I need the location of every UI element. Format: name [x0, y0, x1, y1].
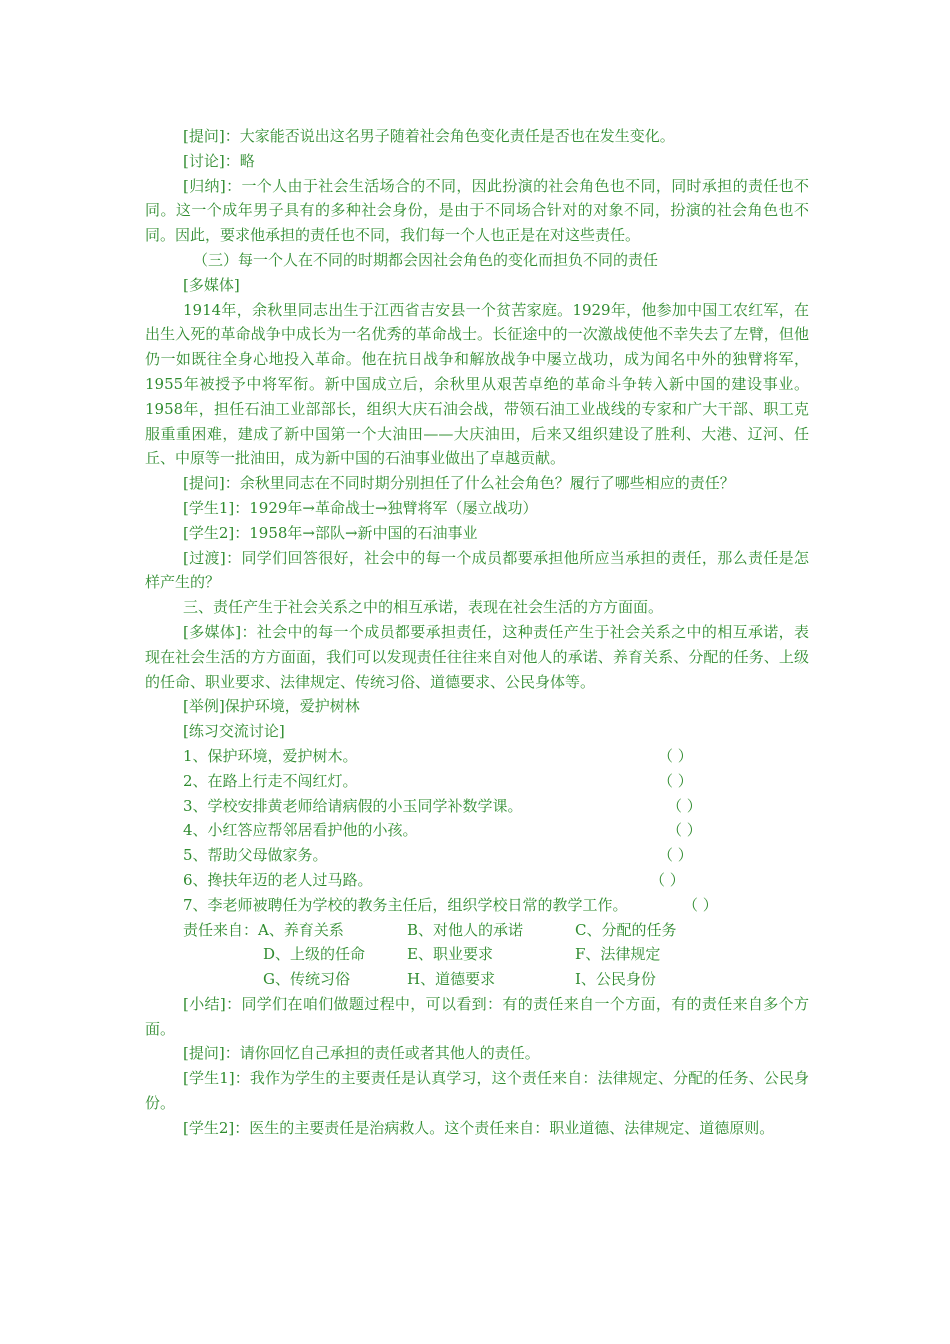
discussion-paragraph: [讨论]：略	[183, 151, 255, 170]
source-option: D、上级的任命	[263, 945, 366, 964]
multimedia-paragraph: [多媒体]：社会中的每一个成员都要承担责任，这种责任产生于社会关系之中的相互承诺，表现在社会生活的方方面面，我们可以发现责任往往来自对他人的承诺、养育关系、分配的任务、上级的任命、职业要求、法律规定、传统习俗、道德要求、公民身体等。	[145, 622, 809, 691]
conclusion-paragraph: [小结]：同学们在咱们做题过程中，可以看到：有的责任来自一个方面，有的责任来自多个方面。	[145, 994, 809, 1038]
source-option: B、对他人的承诺	[407, 920, 524, 939]
student-answer: [学生2]：1958年→部队→新中国的石油事业	[183, 523, 478, 542]
student-answer: [学生1]：1929年→革命战士→独臂将军（屡立战功）	[183, 498, 538, 517]
exercise-item	[145, 893, 809, 918]
source-row	[145, 967, 809, 992]
answer-blank: （ ）	[683, 895, 718, 914]
student-answer: [学生2]：医生的主要责任是治病救人。这个责任来自：职业道德、法律规定、道德原则。	[183, 1118, 775, 1137]
source-row	[145, 918, 809, 943]
exercise-item	[145, 744, 809, 769]
source-option: C、分配的任务	[575, 920, 677, 939]
question-paragraph: [提问]：大家能否说出这名男子随着社会角色变化责任是否也在发生变化。	[183, 127, 675, 145]
question-paragraph: [提问]：余秋里同志在不同时期分别担任了什么社会角色？履行了哪些相应的责任？	[183, 474, 735, 493]
example-paragraph: [举例]保护环境，爱护树林	[183, 697, 360, 716]
answer-blank: （ ）	[667, 796, 702, 815]
exercise-text: 3、学校安排黄老师给请病假的小玉同学补数学课。	[183, 796, 523, 815]
exercise-text: 2、在路上行走不闯红灯。	[183, 771, 358, 790]
answer-blank: （ ）	[658, 846, 693, 865]
document-body	[145, 124, 809, 1141]
source-option: A、养育关系	[258, 920, 344, 939]
exercise-item	[145, 769, 809, 794]
source-option: G、传统习俗	[263, 970, 350, 989]
exercise-heading: [练习交流讨论]	[183, 722, 285, 741]
source-row	[145, 942, 809, 967]
biography-paragraph: 1914年，余秋里同志出生于江西省吉安县一个贫苦家庭。1929年，他参加中国工农红军，在出生入死的革命战争中成长为一名优秀的革命战士。长征途中的一次激战使他不幸失去了左臂，但他仍一如既往全身心地投入革命。他在抗日战争和解放战争中屡立战功，成为闻名中外的独臂将军，1955年被授予中将军衔。新中国成立后，余秋里从艰苦卓绝的革命斗争转入新中国的建设事业。1958年，担任石油工业部部长，组织大庆石油会战，带领石油工业战线的专家和广大干部、职工克服重重困难，建成了新中国第一个大油田——大庆油田，后来又组织建设了胜利、大港、辽河、任丘、中原等一批油田，成为新中国的石油事业做出了卓越贡献。	[145, 300, 809, 468]
answer-blank: （ ）	[667, 821, 702, 840]
source-option: I、公民身份	[575, 970, 656, 989]
exercise-item	[145, 818, 809, 843]
exercise-text: 4、小红答应帮邻居看护他的小孩。	[183, 821, 418, 840]
question-paragraph: [提问]：请你回忆自己承担的责任或者其他人的责任。	[183, 1044, 540, 1063]
exercise-text: 5、帮助父母做家务。	[183, 846, 328, 865]
exercise-item	[145, 868, 809, 893]
answer-blank: （ ）	[650, 870, 685, 889]
source-option: F、法律规定	[575, 945, 661, 964]
exercise-item	[145, 794, 809, 819]
transition-paragraph: [过渡]：同学们回答很好，社会中的每一个成员都要承担他所应当承担的责任，那么责任是怎样产生的？	[145, 548, 809, 592]
answer-blank: （ ）	[658, 746, 693, 765]
exercise-text: 1、保护环境，爱护树木。	[183, 746, 358, 765]
summary-paragraph: [归纳]：一个人由于社会生活场合的不同，因此扮演的社会角色也不同，同时承担的责任也不同。这一个成年男子具有的多种社会身份，是由于不同场合针对的对象不同，扮演的社会角色也不同。因此，要求他承担的责任也不同，我们每一个人也正是在对这些责任。	[145, 176, 809, 245]
exercise-text: 6、搀扶年迈的老人过马路。	[183, 870, 373, 889]
multimedia-label: [多媒体]	[183, 275, 240, 294]
source-prefix: 责任来自：	[183, 920, 259, 939]
exercise-item	[145, 843, 809, 868]
source-option: E、职业要求	[407, 945, 493, 964]
student-answer: [学生1]：我作为学生的主要责任是认真学习，这个责任来自：法律规定、分配的任务、公民身份。	[145, 1069, 809, 1113]
section-heading: 三、责任产生于社会关系之中的相互承诺，表现在社会生活的方方面面。	[183, 598, 664, 617]
exercise-text: 7、李老师被聘任为学校的教务主任后，组织学校日常的教学工作。	[183, 895, 628, 914]
section-heading: （三）每一个人在不同的时期都会因社会角色的变化而担负不同的责任	[193, 250, 659, 269]
answer-blank: （ ）	[658, 771, 693, 790]
source-option: H、道德要求	[407, 970, 496, 989]
